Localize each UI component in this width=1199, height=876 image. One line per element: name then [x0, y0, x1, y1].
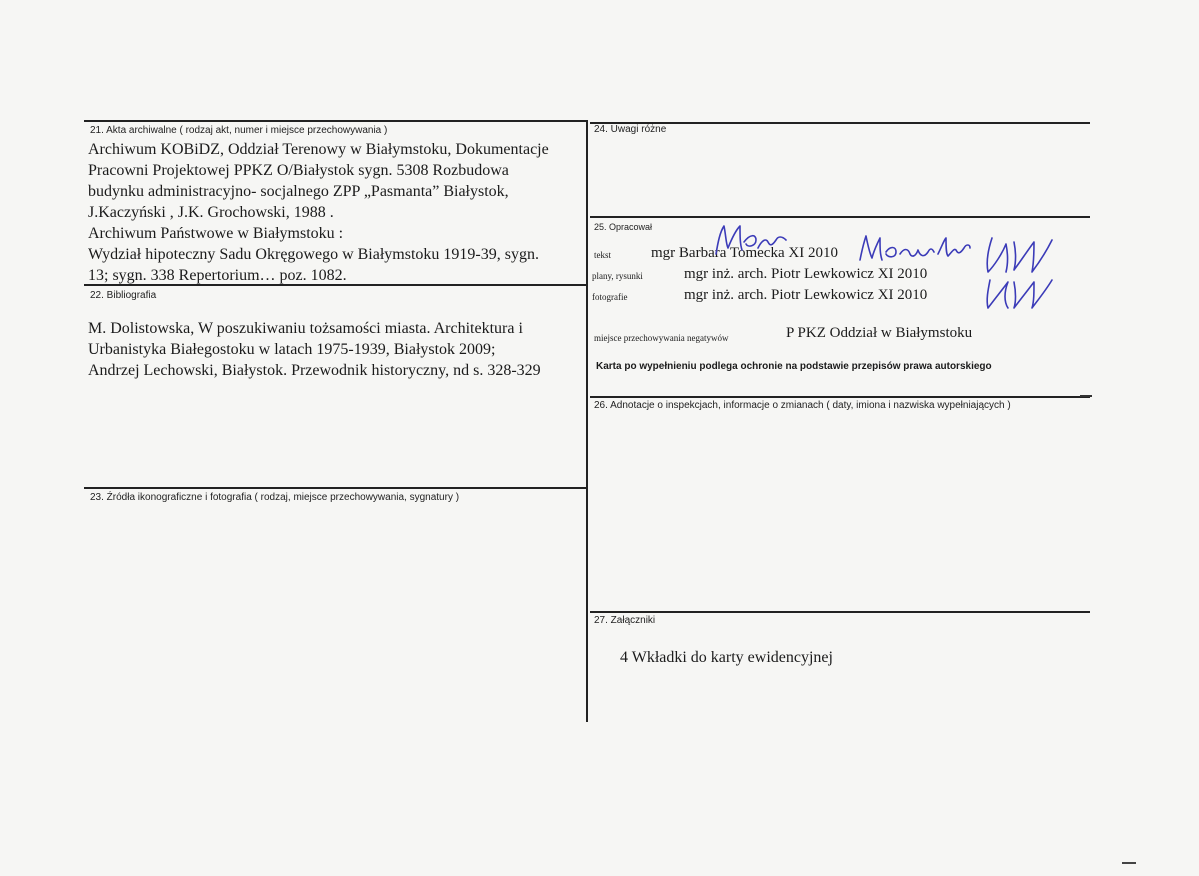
- section21-line: budynku administracyjno- socjalnego ZPP „Pasmanta” Białystok,: [88, 183, 509, 200]
- section21-line: 13; sygn. 338 Repertorium… poz. 1082.: [88, 267, 347, 284]
- section22-line: Urbanistyka Białegostoku w latach 1975-1939, Białystok 2009;: [88, 341, 496, 358]
- section22-label: 22. Bibliografia: [90, 290, 157, 301]
- author-role-photos: fotografie: [592, 292, 628, 302]
- section21-body: [88, 139, 549, 286]
- section21-label: 21. Akta archiwalne ( rodzaj akt, numer i miejsce przechowywania ): [90, 125, 388, 136]
- negatives-value: P PKZ Oddział w Białymstoku: [786, 325, 973, 341]
- section25-label: 25. Opracował: [594, 222, 653, 232]
- section23-top-rule: [84, 487, 586, 489]
- section22-line: M. Dolistowska, W poszukiwaniu tożsamości miasta. Architektura i: [88, 320, 523, 337]
- negatives-label: miejsce przechowywania negatywów: [594, 333, 729, 343]
- signature-tomecka-surname: [856, 232, 974, 264]
- section24-label: 24. Uwagi różne: [594, 124, 667, 135]
- section22-body: [88, 318, 541, 381]
- section22-top-rule: [84, 284, 586, 286]
- scan-dash: [1080, 395, 1092, 397]
- scan-dash: [1122, 862, 1136, 864]
- section21-line: Archiwum KOBiDZ, Oddział Terenowy w Białymstoku, Dokumentacje: [88, 141, 549, 158]
- author-role-text: tekst: [594, 250, 611, 260]
- author-value-photos: mgr inż. arch. Piotr Lewkowicz XI 2010: [684, 287, 928, 303]
- author-value-plans: mgr inż. arch. Piotr Lewkowicz XI 2010: [684, 266, 928, 282]
- copyright-note: Karta po wypełnieniu podlega ochronie na podstawie przepisów prawa autorskiego: [596, 361, 992, 372]
- column-divider: [586, 122, 588, 722]
- section26-top-rule: [590, 396, 1090, 398]
- section27-label: 27. Załączniki: [594, 615, 656, 626]
- signature-tomecka-initials: [712, 218, 792, 260]
- section26-label: 26. Adnotacje o inspekcjach, informacje o zmianach ( daty, imiona i nazwiska wypełniających ): [594, 400, 1011, 411]
- section21-line: Wydział hipoteczny Sadu Okręgowego w Białymstoku 1919-39, sygn.: [88, 246, 539, 263]
- section22-line: Andrzej Lechowski, Białystok. Przewodnik historyczny, nd s. 328-329: [88, 362, 541, 379]
- section21-line: Archiwum Państwowe w Białymstoku :: [88, 225, 344, 242]
- section21-line: Pracowni Projektowej PPKZ O/Białystok sygn. 5308 Rozbudowa: [88, 162, 509, 179]
- section23-label: 23. Źródła ikonograficzne i fotografia ( rodzaj, miejsce przechowywania, sygnatury ): [90, 492, 460, 503]
- section25-top-rule: [590, 216, 1090, 218]
- section27-top-rule: [590, 611, 1090, 613]
- author-role-plans: plany, rysunki: [592, 271, 643, 281]
- author-value-text: mgr Barbara Tomecka XI 2010: [651, 245, 838, 261]
- section21-top-rule: [84, 120, 588, 122]
- attachments-value: 4 Wkładki do karty ewidencyjnej: [620, 649, 833, 666]
- section21-line: J.Kaczyński , J.K. Grochowski, 1988 .: [88, 204, 334, 221]
- signature-lewkowicz: [980, 232, 1070, 312]
